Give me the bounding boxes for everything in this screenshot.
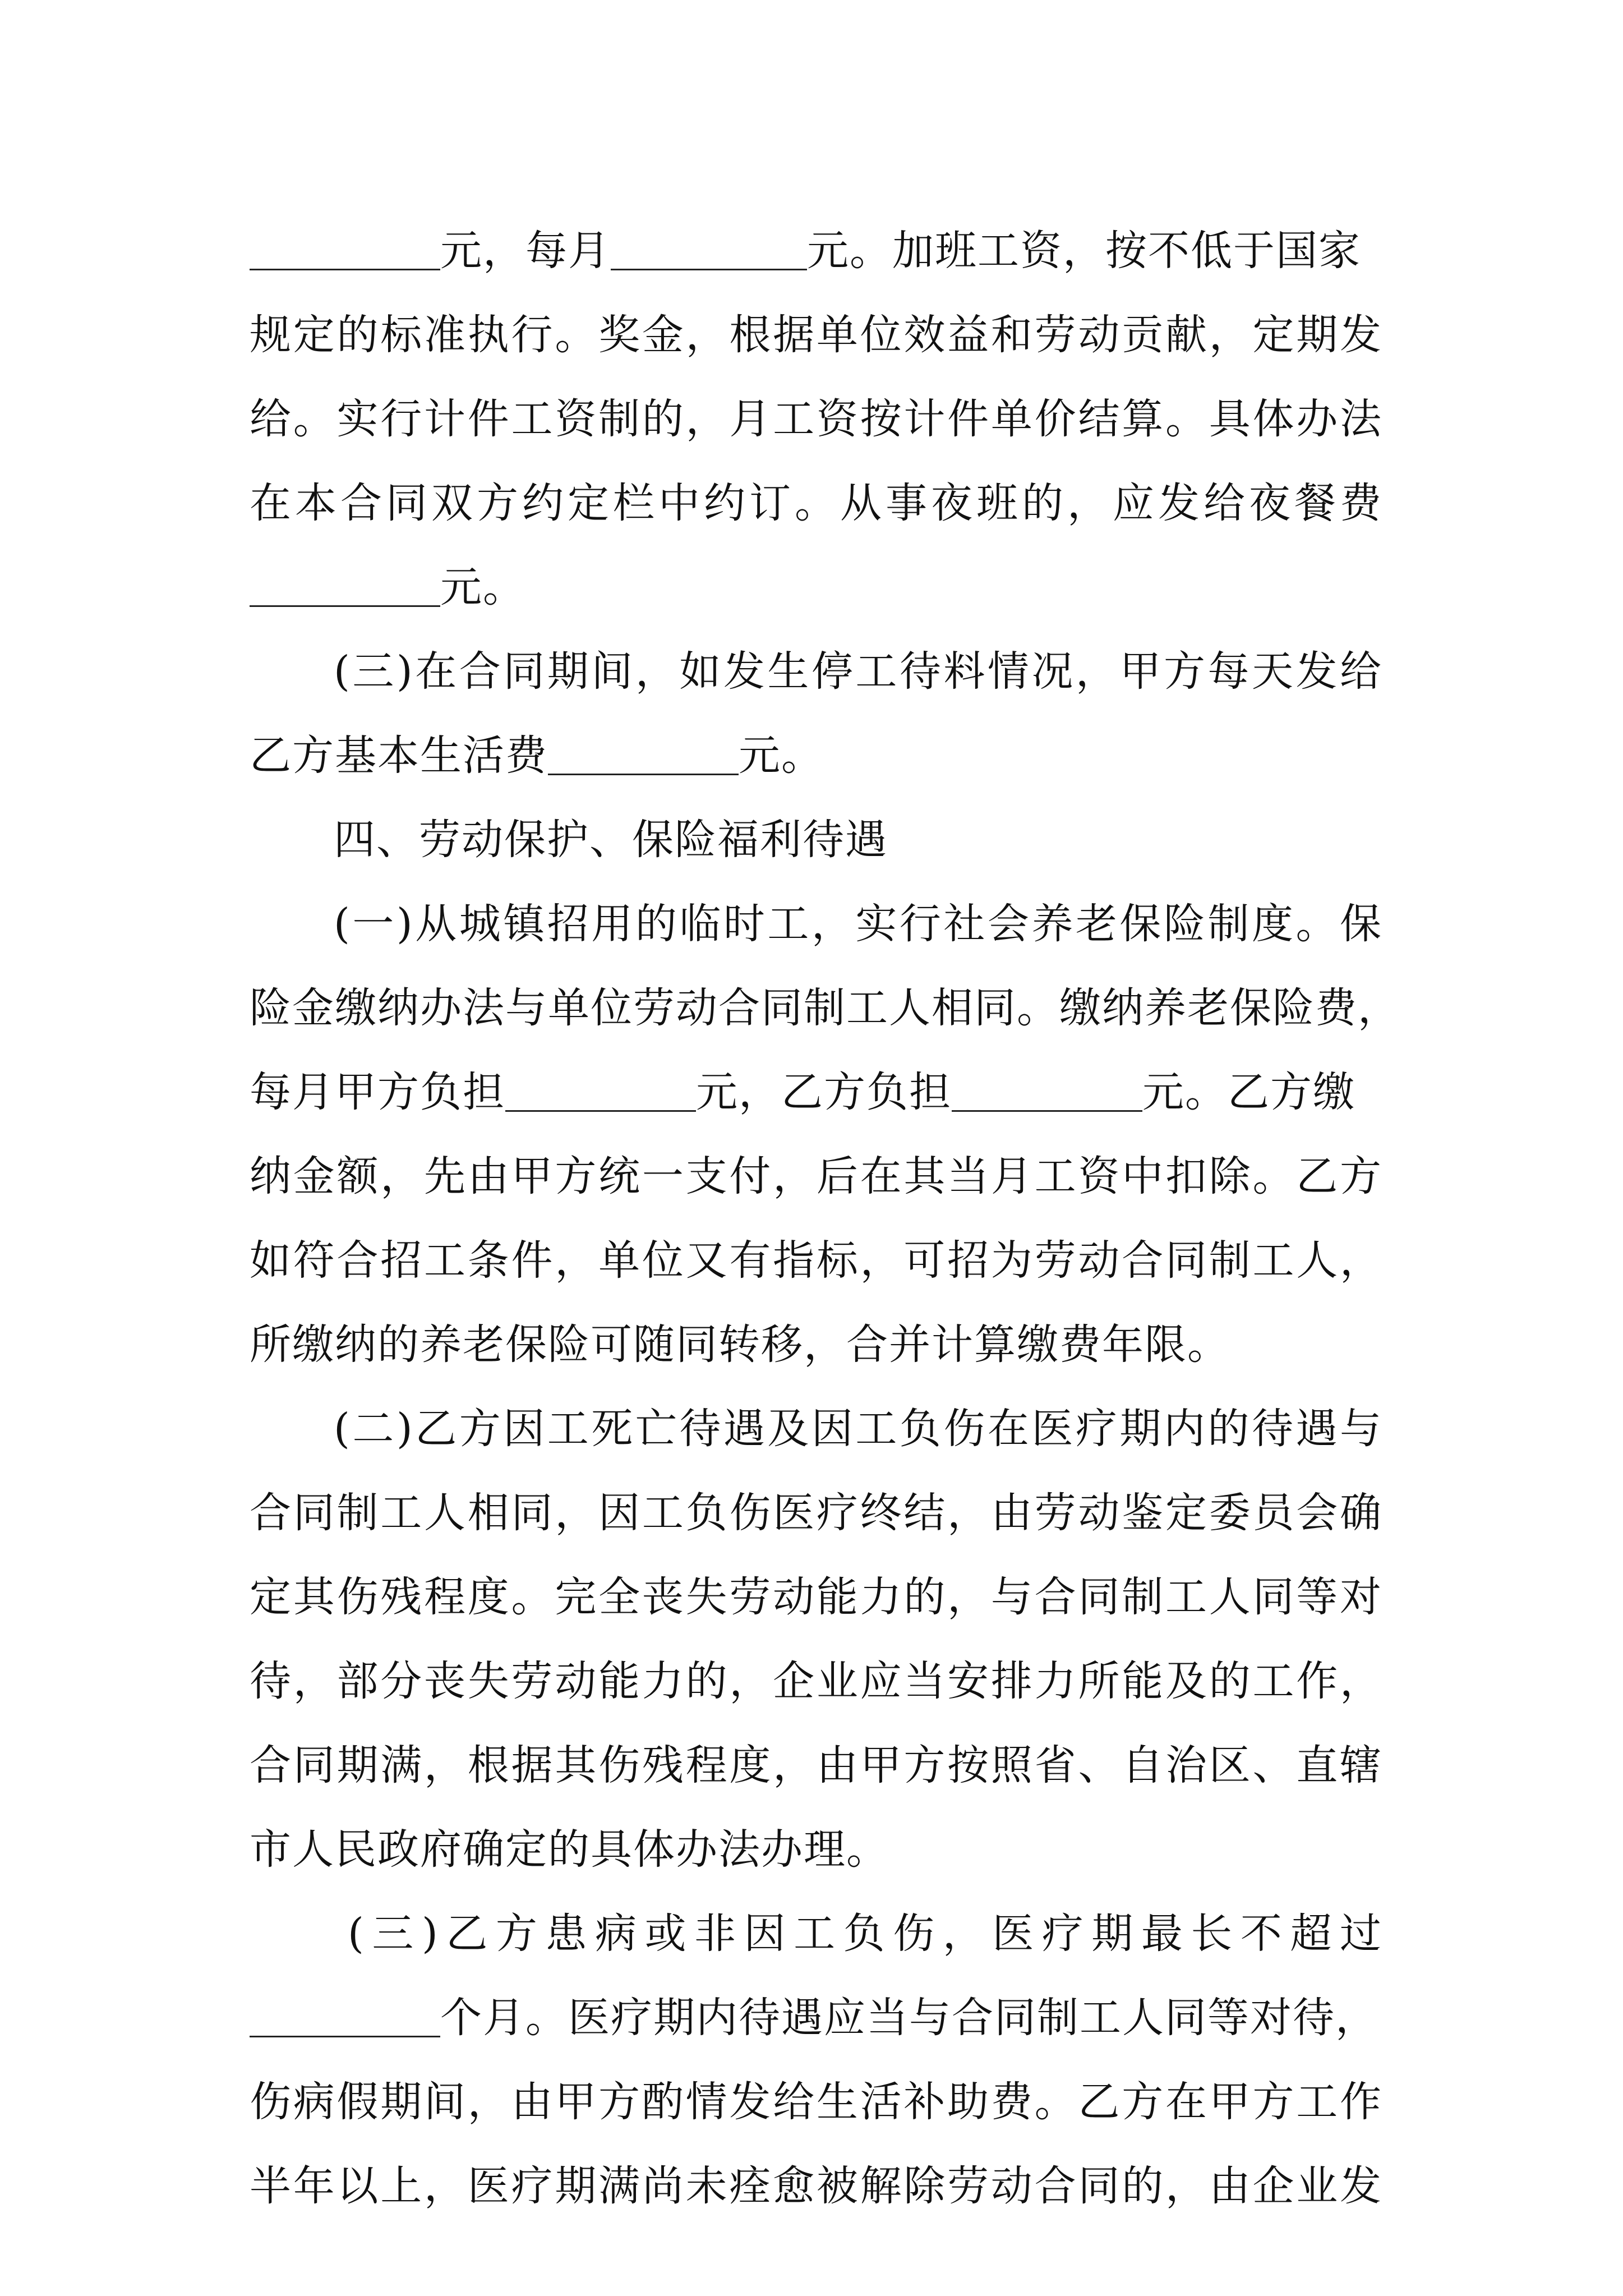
text-line-5: 元。 xyxy=(250,545,1382,629)
fill-in-blank xyxy=(250,564,440,607)
document-body xyxy=(250,209,1400,2228)
text-line-2: 规定的标准执行。奖金，根据单位效益和劳动贡献，定期发 xyxy=(250,311,1382,359)
text-line-23: 伤病假期间，由甲方酌情发给生活补助费。乙方在甲方工作 xyxy=(250,2078,1382,2126)
fill-in-blank xyxy=(952,1069,1142,1112)
text-line-18: 待，部分丧失劳动能力的，企业应当安排力所能及的工作， xyxy=(250,1657,1382,1705)
text-line-12: 纳金额，先由甲方统一支付，后在其当月工资中扣除。乙方 xyxy=(250,1152,1382,1200)
fill-in-blank xyxy=(611,227,807,270)
paragraph-4-1-start: (一)从城镇招用的临时工，实行社会养老保险制度。保 xyxy=(334,900,1382,948)
text-line-16: 合同制工人相同，因工负伤医疗终结，由劳动鉴定委员会确 xyxy=(250,1489,1382,1537)
paragraph-3-start: (三)在合同期间，如发生停工待料情况，甲方每天发给 xyxy=(334,647,1382,696)
text-line-24: 半年以上，医疗期满尚未痊愈被解除劳动合同的，由企业发 xyxy=(250,2162,1382,2210)
fill-in-blank xyxy=(250,1994,440,2037)
paragraph-4-3-start: (三)乙方患病或非因工负伤，医疗期最长不超过 xyxy=(348,1910,1382,1958)
text-line-19: 合同期满，根据其伤残程度，由甲方按照省、自治区、直辖 xyxy=(250,1741,1382,1789)
text-line-11: 每月甲方负担 元，乙方负担 元。乙方缴 xyxy=(250,1068,1355,1116)
fill-in-blank xyxy=(250,227,440,270)
text-line-10: 险金缴纳办法与单位劳动合同制工人相同。缴纳养老保险费， xyxy=(250,984,1400,1032)
section-heading-4: 四、劳动保护、保险福利待遇 xyxy=(334,816,888,864)
text-line-7: 乙方基本生活费 元。 xyxy=(250,731,824,780)
text-line-13: 如符合招工条件，单位又有指标，可招为劳动合同制工人， xyxy=(250,1236,1382,1285)
text-line-4: 在本合同双方约定栏中约订。从事夜班的，应发给夜餐费 xyxy=(250,479,1382,527)
text-line-17: 定其伤残程度。完全丧失劳动能力的，与合同制工人同等对 xyxy=(250,1573,1382,1621)
fill-in-blank xyxy=(548,732,739,775)
text-line-22: 个月。医疗期内待遇应当与合同制工人同等对待， xyxy=(250,1976,1382,2060)
text-line-14: 所缴纳的养老保险可随同转移，合并计算缴费年限。 xyxy=(250,1320,1230,1369)
fill-in-blank xyxy=(505,1069,696,1112)
paragraph-4-2-start: (二)乙方因工死亡待遇及因工负伤在医疗期内的待遇与 xyxy=(334,1405,1382,1453)
text-line-3: 给。实行计件工资制的，月工资按计件单价结算。具体办法 xyxy=(250,395,1382,443)
text-line-20: 市人民政府确定的具体办法办理。 xyxy=(250,1825,889,1874)
text-line-1: 元，每月 元。加班工资，按不低于国家 xyxy=(250,209,1382,293)
